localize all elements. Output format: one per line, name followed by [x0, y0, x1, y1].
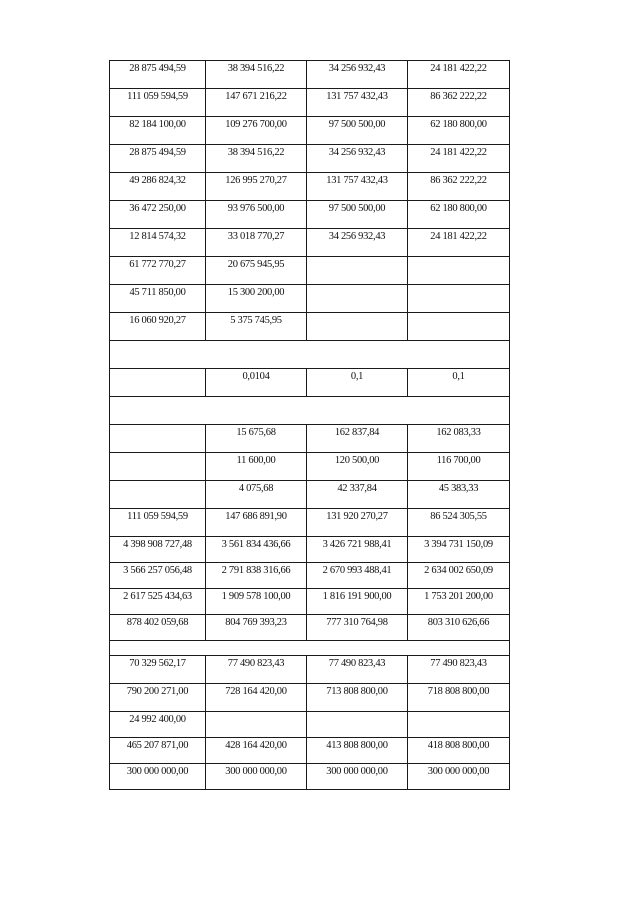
table-cell: 28 875 494,59	[110, 61, 206, 89]
table-cell: 61 772 770,27	[110, 257, 206, 285]
table-row	[110, 425, 510, 453]
table-row	[110, 684, 510, 712]
table-cell: 300 000 000,00	[206, 764, 307, 790]
table-cell: 718 808 800,00	[408, 684, 510, 712]
table-cell: 300 000 000,00	[307, 764, 408, 790]
table-cell: 15 300 200,00	[206, 285, 307, 313]
table-cell: 49 286 824,32	[110, 173, 206, 201]
table-cell: 878 402 059,68	[110, 615, 206, 641]
table-cell: 109 276 700,00	[206, 117, 307, 145]
table-row	[110, 313, 510, 341]
table-row	[110, 117, 510, 145]
table-cell: 1 909 578 100,00	[206, 589, 307, 615]
table-cell: 93 976 500,00	[206, 201, 307, 229]
table-cell: 120 500,00	[307, 453, 408, 481]
table-cell: 15 675,68	[206, 425, 307, 453]
table-cell: 12 814 574,32	[110, 229, 206, 257]
table-cell: 0,0104	[206, 369, 307, 397]
table-row	[110, 537, 510, 563]
table-cell: 70 329 562,17	[110, 656, 206, 684]
table-cell: 131 757 432,43	[307, 173, 408, 201]
table-cell	[408, 257, 510, 285]
table-cell: 3 566 257 056,48	[110, 563, 206, 589]
table-cell: 82 184 100,00	[110, 117, 206, 145]
table-cell: 24 992 400,00	[110, 712, 206, 738]
table-cell: 4 075,68	[206, 481, 307, 509]
table-row	[110, 738, 510, 764]
table-cell: 86 362 222,22	[408, 173, 510, 201]
table-cell: 62 180 800,00	[408, 117, 510, 145]
table-cell	[307, 313, 408, 341]
table-cell: 33 018 770,27	[206, 229, 307, 257]
table-row	[110, 656, 510, 684]
table-cell	[110, 425, 206, 453]
section-row	[110, 641, 510, 656]
table-cell: 45 711 850,00	[110, 285, 206, 313]
table-cell: 86 362 222,22	[408, 89, 510, 117]
table-row	[110, 257, 510, 285]
table-cell: 24 181 422,22	[408, 145, 510, 173]
table-cell: 34 256 932,43	[307, 229, 408, 257]
table-cell: 2 634 002 650,09	[408, 563, 510, 589]
table-cell: 0,1	[307, 369, 408, 397]
table-cell: 803 310 626,66	[408, 615, 510, 641]
table-row	[110, 89, 510, 117]
table-row	[110, 369, 510, 397]
table-cell	[307, 285, 408, 313]
table-row	[110, 589, 510, 615]
table-cell	[206, 712, 307, 738]
table-cell: 300 000 000,00	[408, 764, 510, 790]
table-row	[110, 61, 510, 89]
table-cell: 147 686 891,90	[206, 509, 307, 537]
table-cell: 4 398 908 727,48	[110, 537, 206, 563]
table-cell	[307, 257, 408, 285]
section-row	[110, 341, 510, 369]
table-cell: 77 490 823,43	[408, 656, 510, 684]
table-cell: 20 675 945,95	[206, 257, 307, 285]
table-cell: 131 920 270,27	[307, 509, 408, 537]
table-cell: 77 490 823,43	[307, 656, 408, 684]
table-cell: 2 670 993 488,41	[307, 563, 408, 589]
table-cell: 38 394 516,22	[206, 145, 307, 173]
table-cell: 5 375 745,95	[206, 313, 307, 341]
table-cell: 465 207 871,00	[110, 738, 206, 764]
table-cell: 111 059 594,59	[110, 89, 206, 117]
table-cell	[110, 481, 206, 509]
table-row	[110, 481, 510, 509]
table-cell: 790 200 271,00	[110, 684, 206, 712]
table-cell: 728 164 420,00	[206, 684, 307, 712]
table-cell: 3 561 834 436,66	[206, 537, 307, 563]
table-cell: 62 180 800,00	[408, 201, 510, 229]
table-cell: 38 394 516,22	[206, 61, 307, 89]
table-cell: 2 617 525 434,63	[110, 589, 206, 615]
table-cell: 3 394 731 150,09	[408, 537, 510, 563]
table-cell: 162 837,84	[307, 425, 408, 453]
table-row	[110, 201, 510, 229]
table-row	[110, 173, 510, 201]
table-cell: 162 083,33	[408, 425, 510, 453]
table-cell: 804 769 393,23	[206, 615, 307, 641]
table-cell	[408, 285, 510, 313]
table-cell: 1 753 201 200,00	[408, 589, 510, 615]
table-row	[110, 712, 510, 738]
table-cell: 28 875 494,59	[110, 145, 206, 173]
table-row	[110, 764, 510, 790]
table-cell: 97 500 500,00	[307, 117, 408, 145]
table-cell: 16 060 920,27	[110, 313, 206, 341]
table-cell: 11 600,00	[206, 453, 307, 481]
table-cell: 45 383,33	[408, 481, 510, 509]
table-cell: 428 164 420,00	[206, 738, 307, 764]
table-cell: 300 000 000,00	[110, 764, 206, 790]
table-cell: 36 472 250,00	[110, 201, 206, 229]
table-cell: 418 808 800,00	[408, 738, 510, 764]
table-cell: 147 671 216,22	[206, 89, 307, 117]
table-row	[110, 563, 510, 589]
table-cell: 131 757 432,43	[307, 89, 408, 117]
section-cell	[110, 641, 510, 656]
table-cell: 2 791 838 316,66	[206, 563, 307, 589]
table-cell: 86 524 305,55	[408, 509, 510, 537]
table-cell: 97 500 500,00	[307, 201, 408, 229]
table-cell	[408, 712, 510, 738]
table-cell: 77 490 823,43	[206, 656, 307, 684]
table-cell: 116 700,00	[408, 453, 510, 481]
table-cell: 413 808 800,00	[307, 738, 408, 764]
table-row	[110, 509, 510, 537]
section-row	[110, 397, 510, 425]
table-cell	[408, 313, 510, 341]
table-cell: 111 059 594,59	[110, 509, 206, 537]
table-cell: 713 808 800,00	[307, 684, 408, 712]
table-cell: 0,1	[408, 369, 510, 397]
table-cell: 24 181 422,22	[408, 61, 510, 89]
table-cell: 777 310 764,98	[307, 615, 408, 641]
table-cell: 34 256 932,43	[307, 145, 408, 173]
table-cell: 24 181 422,22	[408, 229, 510, 257]
table-cell	[307, 712, 408, 738]
section-cell	[110, 397, 510, 425]
table-cell: 1 816 191 900,00	[307, 589, 408, 615]
table-row	[110, 145, 510, 173]
table-cell: 126 995 270,27	[206, 173, 307, 201]
table-row	[110, 615, 510, 641]
table-row	[110, 285, 510, 313]
table-row	[110, 453, 510, 481]
table-row	[110, 229, 510, 257]
table-cell	[110, 369, 206, 397]
section-cell	[110, 341, 510, 369]
table-cell	[110, 453, 206, 481]
table-cell: 34 256 932,43	[307, 61, 408, 89]
financial-table	[109, 60, 510, 790]
table-cell: 42 337,84	[307, 481, 408, 509]
table-cell: 3 426 721 988,41	[307, 537, 408, 563]
